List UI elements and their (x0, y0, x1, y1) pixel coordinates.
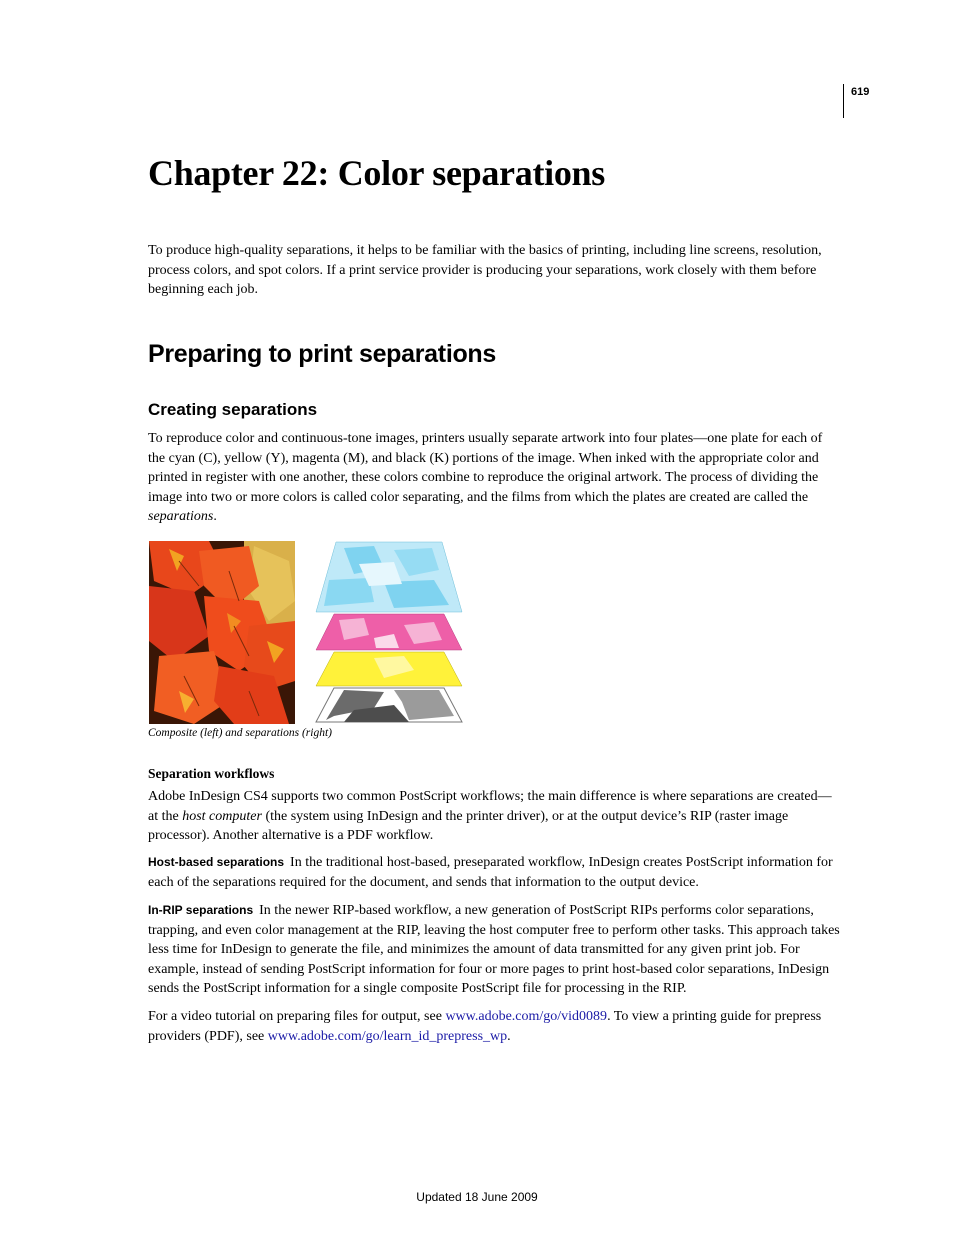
video-tutorial-paragraph (148, 1007, 840, 1046)
creating-text-after: . (213, 509, 217, 524)
separations-term: separations (148, 509, 214, 524)
maple-leaves-illustration (149, 541, 295, 724)
host-based-label: Host-based separations (148, 855, 285, 869)
creating-text-before: To reproduce color and continuous-tone images, printers usually separate artwork into four plates—one plate for each of the cyan (C), yellow (Y), magenta (M), and black (K) portions of the image. When inked with the appropriate color and printed in register with one another, these colors combine to reproduce the original artwork. The process of dividing the image into two or more colors is called color separating, and the films from which the plates are created are called the (148, 431, 823, 505)
workflows-text-after: (the system using InDesign and the printer driver), or at the output device’s RIP (raster image processor). Another alternative is a PDF workflow. (148, 808, 789, 843)
creating-separations-paragraph (148, 429, 840, 527)
workflows-text-before: Adobe InDesign CS4 supports two common PostScript workflows; the main difference is where separations are created—at the (148, 789, 832, 824)
in-rip-paragraph (148, 901, 840, 999)
subsection-title: Creating separations (148, 400, 318, 419)
video-text-before: For a video tutorial on preparing files for output, see (148, 1009, 446, 1024)
workflows-paragraph (148, 787, 840, 846)
video-text-middle: . To view a printing guide for prepress providers (PDF), see (148, 1009, 822, 1044)
header-rule (843, 84, 844, 118)
in-rip-label: In-RIP separations (148, 903, 254, 917)
separations-image (314, 540, 464, 726)
video-text-after: . (507, 1028, 511, 1044)
page-number: 619 (851, 86, 870, 98)
workflows-heading: Separation workflows (148, 766, 275, 781)
separation-plates-illustration (314, 540, 464, 726)
host-computer-term: host computer (182, 808, 262, 824)
prepress-guide-link[interactable]: www.adobe.com/go/learn_id_prepress_wp (267, 1028, 508, 1044)
host-based-paragraph (148, 853, 840, 892)
chapter-title: Chapter 22: Color separations (148, 153, 605, 193)
host-based-text: In the traditional host-based, preseparated workflow, InDesign creates PostScript information for each of the separations required for the document, and sends that information to the output device. (148, 855, 833, 890)
in-rip-text: In the newer RIP-based workflow, a new generation of PostScript RIPs performs color separations, trapping, and even color management at the RIP, leaving the host computer free to perform other tasks. This approach takes less time for InDesign to generate the file, and minimizes the amount of data transmitted for any given print job. For example, instead of sending PostScript information for four or more pages to print host-based color separations, InDesign sends the PostScript information for a single composite PostScript file for processing in the RIP. (148, 903, 840, 996)
figure-caption: Composite (left) and separations (right) (148, 727, 332, 739)
composite-image (149, 541, 295, 724)
intro-paragraph: To produce high-quality separations, it helps to be familiar with the basics of printing, including line screens, resolution, process colors, and spot colors. If a print service provider is producing your separations, work closely with them before beginning each job. (148, 243, 822, 297)
footer-updated-date: Updated 18 June 2009 (416, 1190, 538, 1204)
vid0089-link[interactable]: www.adobe.com/go/vid0089 (445, 1009, 608, 1024)
section-title: Preparing to print separations (148, 340, 497, 368)
